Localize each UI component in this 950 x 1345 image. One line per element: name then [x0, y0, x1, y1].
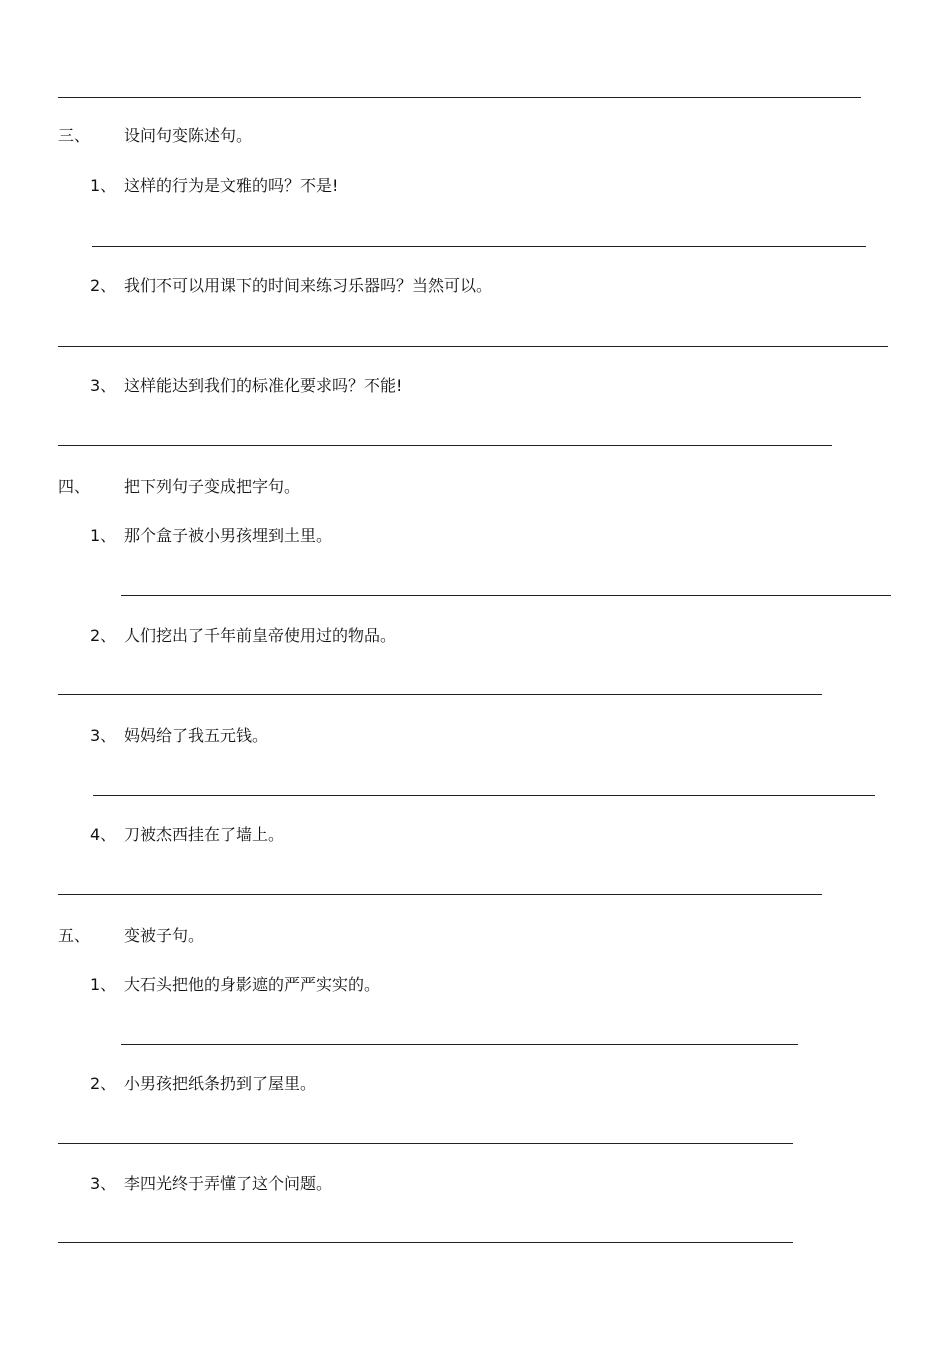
answer-line[interactable]: [58, 894, 822, 895]
question-number: 2、: [90, 276, 117, 295]
answer-line[interactable]: [58, 694, 822, 695]
answer-line[interactable]: [58, 1143, 793, 1144]
question-text: 这样能达到我们的标准化要求吗？不能!: [124, 376, 403, 395]
section-title: 把下列句子变成把字句。: [124, 477, 301, 496]
question-text: 那个盒子被小男孩埋到土里。: [124, 526, 333, 545]
section-number: 四、: [58, 477, 91, 496]
question-number: 3、: [90, 1174, 117, 1193]
question-number: 1、: [90, 176, 117, 195]
question-number: 1、: [90, 526, 117, 545]
answer-line[interactable]: [121, 595, 891, 596]
question-text: 刀被杰西挂在了墙上。: [124, 825, 285, 844]
section-number: 三、: [58, 126, 91, 145]
answer-line[interactable]: [93, 795, 875, 796]
answer-line[interactable]: [58, 1242, 793, 1243]
section-title: 设问句变陈述句。: [124, 126, 253, 145]
question-text: 小男孩把纸条扔到了屋里。: [124, 1074, 317, 1093]
question-text: 这样的行为是文雅的吗？不是!: [124, 176, 339, 195]
question-number: 4、: [90, 825, 117, 844]
answer-line: [58, 97, 861, 98]
section-title: 变被子句。: [124, 926, 205, 945]
answer-line[interactable]: [92, 246, 866, 247]
question-text: 我们不可以用课下的时间来练习乐器吗？当然可以。: [124, 276, 493, 295]
question-number: 1、: [90, 975, 117, 994]
answer-line[interactable]: [121, 1044, 798, 1045]
question-text: 妈妈给了我五元钱。: [124, 726, 269, 745]
answer-line[interactable]: [58, 445, 832, 446]
question-number: 2、: [90, 626, 117, 645]
question-number: 3、: [90, 726, 117, 745]
answer-line[interactable]: [58, 346, 888, 347]
question-text: 大石头把他的身影遮的严严实实的。: [124, 975, 381, 994]
question-number: 2、: [90, 1074, 117, 1093]
section-number: 五、: [58, 926, 91, 945]
question-text: 李四光终于弄懂了这个问题。: [124, 1174, 333, 1193]
question-text: 人们挖出了千年前皇帝使用过的物品。: [124, 626, 397, 645]
question-number: 3、: [90, 376, 117, 395]
